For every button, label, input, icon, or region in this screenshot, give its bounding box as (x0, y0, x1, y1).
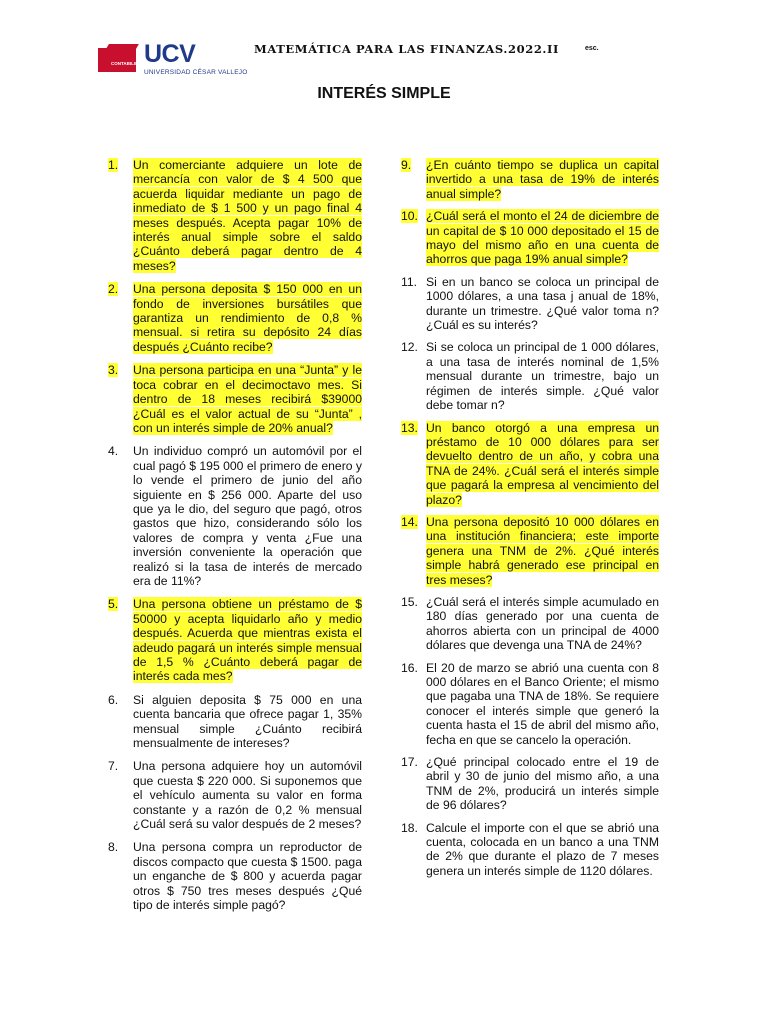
exercise-text (426, 421, 659, 507)
exercise-number (108, 759, 133, 831)
exercise-number (108, 444, 133, 588)
exercise-item (401, 515, 659, 587)
exercise-text-content: Una persona adquiere hoy un automóvil que cuesta $ 220 000. Si suponemos que el vehículo aumenta su valor en forma constante y a razón de 0,2 % mensual ¿Cuál será su valor después de 2 meses? (133, 759, 362, 832)
exercise-text (426, 661, 659, 747)
exercise-number (401, 595, 426, 653)
logo-subtitle: UNIVERSIDAD CÉSAR VALLEJO (144, 69, 248, 76)
exercise-item (108, 282, 362, 354)
exercise-column-left (108, 158, 362, 922)
logo-text: UCV (144, 40, 196, 68)
exercise-number-text: 7. (108, 759, 119, 774)
exercise-text (133, 158, 362, 273)
exercise-text (426, 340, 659, 412)
exercise-item (401, 158, 659, 201)
exercise-number (401, 340, 426, 412)
exercise-text-content: ¿Cuál será el monto el 24 de diciembre de un capital de $ 10 000 depositado el 15 de mayo del mismo año en una cuenta de ahorros que paga 19% anual simple? (426, 209, 659, 267)
logo-red-accent (103, 44, 139, 54)
exercise-text (133, 363, 362, 435)
exercise-number-text: 8. (108, 840, 119, 855)
exercise-number (401, 661, 426, 747)
exercise-text (426, 595, 659, 653)
exercise-number (401, 515, 426, 587)
exercise-number (108, 693, 133, 751)
exercise-number (401, 821, 426, 879)
page-title: INTERÉS SIMPLE (317, 85, 451, 102)
exercise-text (426, 275, 659, 333)
exercise-item (108, 444, 362, 588)
exercise-number (108, 282, 133, 354)
exercise-column-right (401, 158, 659, 886)
exercise-item (401, 340, 659, 412)
exercise-number-text: 14. (401, 514, 418, 529)
exercise-text (426, 515, 659, 587)
exercise-item (108, 693, 362, 751)
exercise-number-text: 13. (401, 420, 418, 435)
exercise-number-text: 10. (401, 209, 418, 224)
exercise-number-text: 4. (108, 444, 119, 459)
exercise-number-text: 15. (401, 594, 418, 609)
exercise-item (108, 759, 362, 831)
exercise-item (401, 661, 659, 747)
exercise-number-text: 17. (401, 755, 418, 770)
exercise-item (108, 158, 362, 273)
exercise-item (108, 597, 362, 683)
exercise-number-text: 12. (401, 340, 418, 355)
exercise-number-text: 11. (401, 274, 418, 289)
exercise-number (401, 755, 426, 813)
exercise-text-content: Si alguien deposita $ 75 000 en una cuenta bancaria que ofrece pagar 1, 35% mensual simple ¿Cuánto recibirá mensualmente de intereses? (133, 692, 362, 751)
exercise-item (401, 275, 659, 333)
exercise-number (401, 158, 426, 201)
exercise-number-text: 5. (108, 597, 119, 612)
exercise-text-content: Una persona obtiene un préstamo de $ 50000 y acepta liquidarlo año y medio después. Acuerda que mientras exista el adeudo pagará un interés simple mensual de 1,5 % ¿Cuánto deberá pagar de interés cada mes? (133, 597, 362, 684)
exercise-text-content: Una persona participa en una “Junta” y le toca cobrar en el decimoctavo mes. Si dentro de 18 meses recibirá $39000 ¿Cuál es el valor actual de su “Junta” , con un interés simple de 20% anual? (133, 363, 362, 435)
exercise-text (133, 693, 362, 751)
exercise-text (426, 158, 659, 201)
exercise-text (426, 821, 659, 879)
exercise-number-text: 18. (401, 820, 418, 835)
ucv-logo (98, 42, 254, 82)
exercise-item (401, 421, 659, 507)
exercise-text-content: Un comerciante adquiere un lote de mercancía con valor de $ 4 500 que acuerda liquidar mediante un pago de inmediato de $ 1 500 y un pago final 4 meses después. Acepta pagar 10% de interés anual simple sobre el saldo ¿Cuánto deberá pagar dentro de 4 meses? (133, 158, 362, 273)
exercise-text-content: Un individuo compró un automóvil por el cual pagó $ 195 000 el primero de enero y lo vende el primero de junio del año siguiente en $ 256 000. Aparte del uso que ya le dio, del seguro que pagó, otros gastos que hizo, considerando sólo los valores de compra y venta ¿Fue una inversión conveniente la operación que realizó si la tasa de interés de mercado era de 11%? (133, 444, 363, 588)
exercise-text-content: Una persona depositó 10 000 dólares en una institución financiera; este importe genera una TNM de 2%. ¿Qué interés simple habrá generado ese principal en tres meses? (426, 514, 659, 587)
exercise-number (108, 158, 133, 273)
exercise-number (108, 840, 133, 912)
exercise-item (401, 595, 659, 653)
exercise-item (401, 209, 659, 267)
exercise-text-content: ¿En cuánto tiempo se duplica un capital invertido a una tasa de 19% de interés anual simple? (426, 158, 659, 201)
exercise-item (401, 821, 659, 879)
exercise-text (133, 840, 362, 912)
exercise-text (133, 597, 362, 683)
exercise-number (108, 597, 133, 683)
exercise-number-text: 16. (401, 660, 418, 675)
exercise-text-content: Un banco otorgó a una empresa un préstamo de 10 000 dólares para ser devuelto dentro de un año, y cobra una TNA de 24%. ¿Cuál será el interés simple que pagará la empresa al vencimiento del plazo? (426, 420, 659, 507)
exercise-number-text: 2. (108, 282, 119, 297)
exercise-text-content: El 20 de marzo se abrió una cuenta con 8 000 dólares en el Banco Oriente; el mismo que pagaba una TNA de 18%. Se requiere conocer el interés simple que generó la cuenta hasta el 15 de abril del mismo año, fecha en que se cancelo la operación. (426, 660, 659, 747)
exercise-number (108, 363, 133, 435)
exercise-number-text: 3. (108, 363, 119, 378)
exercise-item (108, 840, 362, 912)
course-title: MATEMÁTICA PARA LAS FINANZAS.2022.II (254, 42, 559, 56)
exercise-text (133, 282, 362, 354)
exercise-text-content: Una persona compra un reproductor de discos compacto que cuesta $ 1500. paga un enganche de $ 800 y acuerda pagar otros $ 750 tres meses después ¿Qué tipo de interés simple pagó? (133, 840, 362, 913)
logo-tag: CONTABILIDAD (111, 61, 145, 66)
exercise-text-content: Calcule el importe con el que se abrió una cuenta, colocada en un banco a una TNM de 2% que durante el plazo de 7 meses genera un interés simple de 1120 dólares. (426, 820, 659, 878)
exercise-text (426, 755, 659, 813)
exercise-item (401, 755, 659, 813)
exercise-text (133, 444, 362, 588)
exercise-number-text: 9. (401, 158, 412, 172)
exercise-text-content: ¿Qué principal colocado entre el 19 de abril y 30 de junio del mismo año, a una TNM de 2%, producirá un interés simple de 96 dólares? (426, 755, 659, 813)
exercise-text (426, 209, 659, 267)
exercise-text-content: ¿Cuál será el interés simple acumulado en 180 días generado por una cuenta de ahorros abierta con un principal de 4000 dólares que devenga una TNA de 24%? (426, 594, 659, 653)
exercise-text-content: Si en un banco se coloca un principal de 1000 dólares, a una tasa j anual de 18%, durante un trimestre. ¿Qué valor toma n? ¿Cuál es su interés? (426, 274, 659, 333)
exercise-number-text: 1. (108, 158, 119, 172)
exercise-number (401, 275, 426, 333)
exercise-text-content: Una persona deposita $ 150 000 en un fondo de inversiones bursátiles que garantiza un rendimiento de 0,8 % mensual. si retira su depósito 24 días después ¿Cuánto recibe? (133, 282, 362, 354)
exercise-item (108, 363, 362, 435)
exercise-number (401, 209, 426, 267)
exercise-number (401, 421, 426, 507)
exercise-text (133, 759, 362, 831)
header-suffix: esc. (585, 45, 599, 52)
exercise-text-content: Si se coloca un principal de 1 000 dólares, a una tasa de interés nominal de 1,5% mensual durante un trimestre, bajo un régimen de interés simple. ¿Qué valor debe tomar n? (426, 340, 659, 413)
exercise-number-text: 6. (108, 692, 119, 707)
